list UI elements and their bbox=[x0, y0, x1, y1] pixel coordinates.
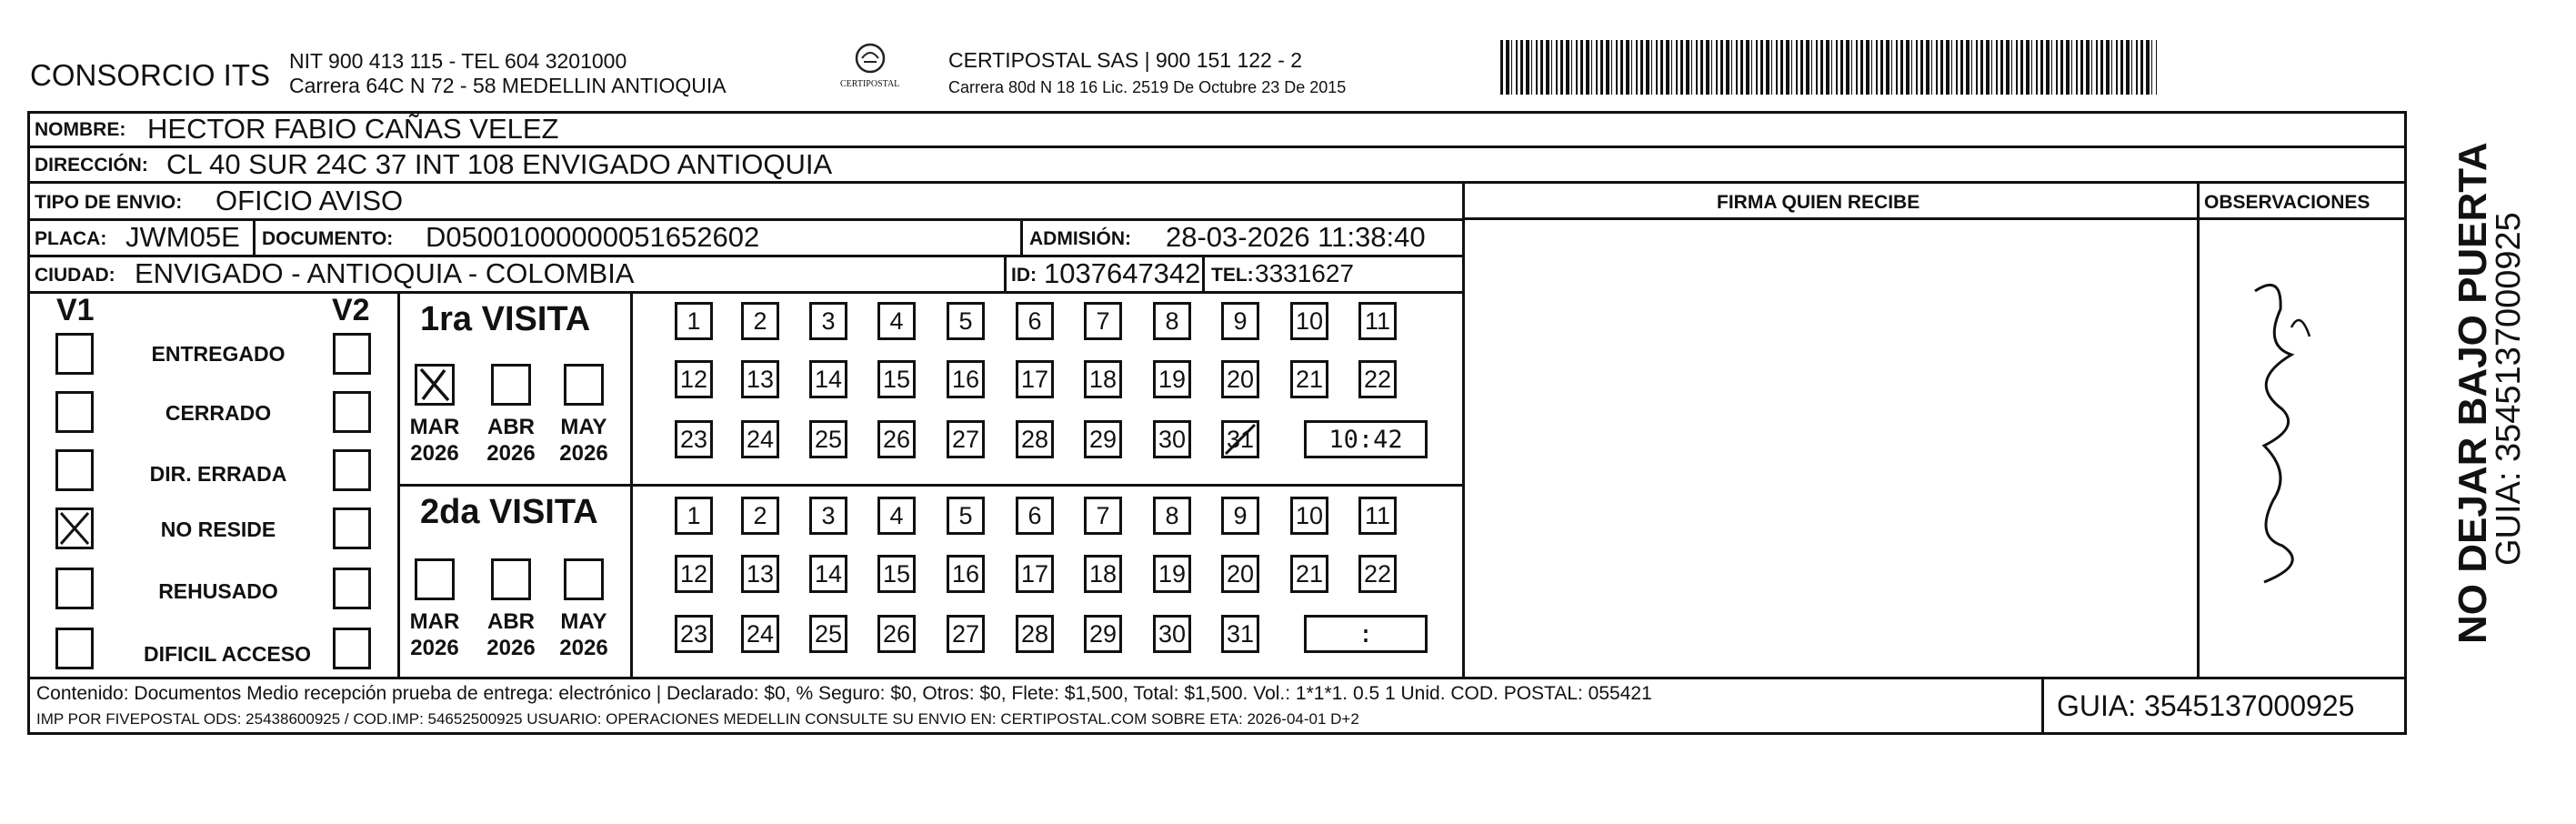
v2-no-reside-checkbox[interactable] bbox=[333, 507, 371, 549]
day-box[interactable]: 19 bbox=[1153, 555, 1191, 593]
v1-dir-errada-checkbox[interactable] bbox=[55, 449, 94, 491]
status-entregado: ENTREGADO bbox=[151, 342, 286, 366]
visit1-month-abr: ABR 2026 bbox=[486, 415, 536, 466]
v2-dificil-acceso-checkbox[interactable] bbox=[333, 628, 371, 669]
day-box[interactable]: 14 bbox=[809, 360, 847, 398]
day-box[interactable]: 9 bbox=[1221, 302, 1259, 340]
day-box[interactable]: 6 bbox=[1016, 497, 1054, 535]
check-x-icon bbox=[417, 367, 452, 403]
visit2-title: 2da VISITA bbox=[420, 493, 598, 531]
logo-caption: CERTIPOSTAL bbox=[840, 79, 900, 89]
day-box[interactable]: 29 bbox=[1084, 420, 1122, 458]
certipostal-line: CERTIPOSTAL SAS | 900 151 122 - 2 bbox=[948, 48, 1303, 72]
day-box[interactable]: 31 bbox=[1221, 615, 1259, 653]
day-box[interactable]: 24 bbox=[741, 615, 779, 653]
placa-label: PLACA: bbox=[35, 228, 107, 249]
day-box[interactable]: 17 bbox=[1016, 360, 1054, 398]
day-box[interactable]: 12 bbox=[675, 360, 713, 398]
nombre-value: HECTOR FABIO CAÑAS VELEZ bbox=[147, 113, 559, 145]
day-box[interactable]: 22 bbox=[1358, 555, 1397, 593]
day-box[interactable]: 12 bbox=[675, 555, 713, 593]
visit2-month-abr-checkbox[interactable] bbox=[491, 558, 531, 600]
visit1-title: 1ra VISITA bbox=[420, 300, 591, 338]
day-box[interactable]: 4 bbox=[877, 497, 916, 535]
day-box[interactable]: 29 bbox=[1084, 615, 1122, 653]
day-box[interactable]: 19 bbox=[1153, 360, 1191, 398]
day-box[interactable]: 2 bbox=[741, 497, 779, 535]
day-box[interactable]: 16 bbox=[947, 555, 985, 593]
day-box[interactable]: 15 bbox=[877, 555, 916, 593]
day-box[interactable]: 13 bbox=[741, 360, 779, 398]
status-no-reside: NO RESIDE bbox=[160, 518, 276, 541]
day-box[interactable]: 1 bbox=[675, 497, 713, 535]
day-box[interactable]: 6 bbox=[1016, 302, 1054, 340]
day-box[interactable]: 7 bbox=[1084, 497, 1122, 535]
day-box[interactable]: 25 bbox=[809, 420, 847, 458]
nit-line: NIT 900 413 115 - TEL 604 3201000 bbox=[289, 49, 627, 73]
tipo-envio-value: OFICIO AVISO bbox=[216, 185, 404, 216]
no-dejar-bajo-puerta: NO DEJAR BAJO PUERTA bbox=[2451, 142, 2495, 644]
visit1-month-may: MAY 2026 bbox=[559, 415, 608, 466]
direccion-label: DIRECCIÓN: bbox=[35, 155, 148, 176]
visit1-month-mar-checkbox[interactable] bbox=[415, 364, 455, 406]
day-box[interactable]: 20 bbox=[1221, 360, 1259, 398]
id-label: ID: bbox=[1011, 265, 1037, 286]
side-guia: GUIA: 3545137000925 bbox=[2490, 212, 2528, 566]
day-box[interactable]: 23 bbox=[675, 420, 713, 458]
documento-label: DOCUMENTO: bbox=[262, 228, 394, 249]
v1-label: V1 bbox=[56, 293, 95, 327]
check-x-icon bbox=[58, 510, 91, 547]
address-line: Carrera 64C N 72 - 58 MEDELLIN ANTIOQUIA bbox=[289, 74, 727, 97]
v1-cerrado-checkbox[interactable] bbox=[55, 391, 94, 433]
day-box[interactable]: 21 bbox=[1290, 555, 1328, 593]
visit2-month-abr: ABR 2026 bbox=[486, 609, 536, 660]
visit1-month-may-checkbox[interactable] bbox=[564, 364, 604, 406]
visit2-month-mar: MAR 2026 bbox=[409, 609, 460, 660]
admision-label: ADMISIÓN: bbox=[1029, 228, 1131, 249]
day-box[interactable]: 5 bbox=[947, 497, 985, 535]
day-box[interactable]: 18 bbox=[1084, 360, 1122, 398]
day-box[interactable]: 17 bbox=[1016, 555, 1054, 593]
status-dir-errada: DIR. ERRADA bbox=[149, 462, 287, 486]
v2-rehusado-checkbox[interactable] bbox=[333, 568, 371, 609]
day-box[interactable]: 26 bbox=[877, 420, 916, 458]
day-box[interactable]: 10 bbox=[1290, 302, 1328, 340]
documento-value: D05001000000051652602 bbox=[426, 221, 760, 253]
day-box[interactable]: 26 bbox=[877, 615, 916, 653]
v1-rehusado-checkbox[interactable] bbox=[55, 568, 94, 609]
v2-cerrado-checkbox[interactable] bbox=[333, 391, 371, 433]
visit1-month-mar: MAR 2026 bbox=[409, 415, 460, 466]
day-box[interactable]: 21 bbox=[1290, 360, 1328, 398]
certipostal-logo bbox=[829, 40, 911, 100]
day-box[interactable]: 20 bbox=[1221, 555, 1259, 593]
day-box[interactable]: 23 bbox=[675, 615, 713, 653]
day-box[interactable]: 3 bbox=[809, 302, 847, 340]
day-box[interactable]: 5 bbox=[947, 302, 985, 340]
time-box[interactable]: 10:42 bbox=[1304, 420, 1428, 458]
tel-label: TEL: bbox=[1211, 265, 1254, 286]
admision-value: 28-03-2026 11:38:40 bbox=[1166, 221, 1426, 253]
day-box[interactable]: 24 bbox=[741, 420, 779, 458]
v1-entregado-checkbox[interactable] bbox=[55, 333, 94, 375]
day-box[interactable]: 11 bbox=[1358, 497, 1397, 535]
time-box[interactable]: : bbox=[1304, 615, 1428, 653]
day-box[interactable]: 10 bbox=[1290, 497, 1328, 535]
day-box[interactable]: 27 bbox=[947, 420, 985, 458]
day-box[interactable]: 28 bbox=[1016, 615, 1054, 653]
license-line: Carrera 80d N 18 16 Lic. 2519 De Octubre 23 De 2015 bbox=[948, 78, 1347, 96]
day-box[interactable]: 1 bbox=[675, 302, 713, 340]
id-value: 1037647342 bbox=[1044, 257, 1201, 289]
visit2-month-may-checkbox[interactable] bbox=[564, 558, 604, 600]
day-box[interactable]: 30 bbox=[1153, 615, 1191, 653]
day-box[interactable]: 30 bbox=[1153, 420, 1191, 458]
day-box[interactable]: 28 bbox=[1016, 420, 1054, 458]
day-box[interactable]: 8 bbox=[1153, 497, 1191, 535]
day-cross-icon bbox=[1224, 423, 1257, 456]
day-box[interactable]: 14 bbox=[809, 555, 847, 593]
tel-value: 3331627 bbox=[1255, 259, 1355, 287]
visit2-month-may: MAY 2026 bbox=[559, 609, 608, 660]
day-box[interactable]: 22 bbox=[1358, 360, 1397, 398]
v1-dificil-acceso-checkbox[interactable] bbox=[55, 628, 94, 669]
ciudad-value: ENVIGADO - ANTIOQUIA - COLOMBIA bbox=[135, 257, 635, 289]
company-name: CONSORCIO ITS bbox=[30, 58, 271, 92]
status-cerrado: CERRADO bbox=[165, 401, 272, 425]
marked-day-label: 31 bbox=[1226, 426, 1255, 453]
v1-no-reside-checkbox[interactable] bbox=[55, 507, 94, 549]
signature-drawing bbox=[2228, 273, 2328, 600]
v2-dir-errada-checkbox[interactable] bbox=[333, 449, 371, 491]
v2-entregado-checkbox[interactable] bbox=[333, 333, 371, 375]
day-box[interactable]: 2 bbox=[741, 302, 779, 340]
nombre-label: NOMBRE: bbox=[35, 119, 126, 140]
visit1-month-abr-checkbox[interactable] bbox=[491, 364, 531, 406]
day-box[interactable]: 13 bbox=[741, 555, 779, 593]
day-box[interactable]: 15 bbox=[877, 360, 916, 398]
v2-label: V2 bbox=[332, 293, 370, 327]
day-box[interactable]: 8 bbox=[1153, 302, 1191, 340]
day-box[interactable]: 18 bbox=[1084, 555, 1122, 593]
day-box[interactable]: 4 bbox=[877, 302, 916, 340]
status-dificil-acceso: DIFICIL ACCESO bbox=[143, 642, 311, 666]
day-box[interactable]: 27 bbox=[947, 615, 985, 653]
footer-guia: GUIA: 3545137000925 bbox=[2057, 689, 2355, 722]
day-box[interactable]: 9 bbox=[1221, 497, 1259, 535]
footer-contenido: Contenido: Documentos Medio recepción prueba de entrega: electrónico | Declarado: $0, % Seguro: $0, Otros: $0, Flete: $1,500, Total: $1,500. Vol.: 1*1*1. 0.5 1 Unid. COD. POSTAL: 055421 bbox=[36, 683, 1652, 704]
visit2-month-mar-checkbox[interactable] bbox=[415, 558, 455, 600]
barcode bbox=[1500, 40, 2157, 95]
ciudad-label: CIUDAD: bbox=[35, 265, 115, 286]
tipo-envio-label: TIPO DE ENVIO: bbox=[35, 192, 183, 213]
firma-header: FIRMA QUIEN RECIBE bbox=[1717, 192, 1920, 213]
day-box[interactable] bbox=[1221, 420, 1259, 458]
day-box[interactable]: 3 bbox=[809, 497, 847, 535]
direccion-value: CL 40 SUR 24C 37 INT 108 ENVIGADO ANTIOQUIA bbox=[166, 148, 833, 180]
day-box[interactable]: 16 bbox=[947, 360, 985, 398]
footer-imp: IMP POR FIVEPOSTAL ODS: 25438600925 / COD.IMP: 54652500925 USUARIO: OPERACIONES MEDELLIN CONSULTE SU ENVIO EN: CERTIPOSTAL.COM SOBRE ETA: 2026-04-01 D+2 bbox=[36, 710, 1359, 728]
day-box[interactable]: 7 bbox=[1084, 302, 1122, 340]
day-box[interactable]: 25 bbox=[809, 615, 847, 653]
day-box[interactable]: 11 bbox=[1358, 302, 1397, 340]
placa-value: JWM05E bbox=[125, 221, 240, 253]
status-rehusado: REHUSADO bbox=[158, 579, 278, 603]
observaciones-header: OBSERVACIONES bbox=[2204, 192, 2371, 213]
